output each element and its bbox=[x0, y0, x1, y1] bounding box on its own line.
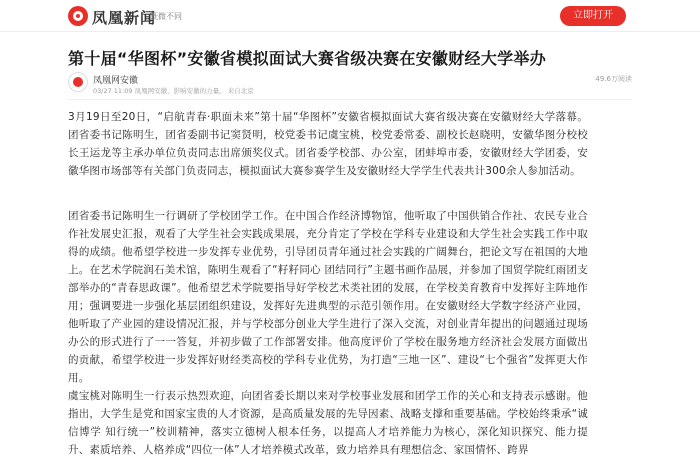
article-title: 第十届“华图杯”安徽省模拟面试大赛省级决赛在安徽财经大学举办 bbox=[68, 49, 547, 68]
article-paragraph: 团省委书记陈明生一行调研了学校团学工作。在中国合作经济博物馆，他听取了中国供销合作社、农民专业合作社发展史汇报，观看了大学生社会实践成果展，充分肯定了学校在学科专业建设和大学生社会实践工作中取得的成绩。他希望学校进一步发挥专业优势，引导团员青年通过社会实践的广阔舞台，把论文写在祖国的大地上。在艺术学院润石美术馆，陈明生观看了“籽籽同心 团结同行”主题书画作品展，并参加了国贸学院红雨团支部举办的“青春思政课”。他希望艺术学院要指导好学校艺术类社团的发展，在学校美育教育中发挥好主阵地作用；强调要进一步强化基层团组织建设，发挥好先进典型的示范引领作用。在安徽财经大学数字经济产业园，他听取了产业园的建设情况汇报，并与学校部分创业大学生进行了深入交流，对创业青年提出的问题通过现场办公的形式进行了一一答复，并初步做了工作部署安排。他高度评价了学校在服务地方经济社会发展方面做出的贡献，希望学校进一步发挥好财经类高校的学科专业优势，为打造“三地一区”、建设“七个强省”发挥更大作用。 bbox=[68, 210, 588, 384]
article-paragraph: 3月19日至20日，“启航青春·职面未来”第十届“华图杯”安徽省模拟面试大赛省级决赛在安徽财经大学落幕。团省委书记陈明生，团省委副书记窦贤明，校党委书记虞宝桃，校党委常委、副校长赵晓明，安徽华图分校校长王运龙等主承办单位负责同志出席颁奖仪式。团省委学校部、办公室，团蚌埠市委，安徽财经大学团委，安徽华图市场部等有关部门负责同志，模拟面试大赛参赛学生及安徽财经大学学生代表共计300余人参加活动。 bbox=[68, 111, 588, 177]
divider bbox=[68, 99, 632, 100]
article-meta: 03/27 11:09 凤凰网安徽，影响安徽的力量。 来自北京 bbox=[93, 87, 254, 95]
author-name[interactable]: 凤凰网安徽 bbox=[93, 76, 139, 86]
top-bar bbox=[0, 0, 700, 32]
brand-name: 凤凰新闻 bbox=[92, 9, 157, 27]
brand-slogan: 既微不同 bbox=[150, 12, 182, 21]
article-paragraph: 虞宝桃对陈明生一行表示热烈欢迎，向团省委长期以来对学校事业发展和团学工作的关心和支持表示感谢。他指出，大学生是党和国家宝贵的人才资源，是高质量发展的先导因素、战略支撑和重要基础。学校始终秉承“诚信博学 知行统一”校训精神，落实立德树人根本任务，以提高人才培养能力为核心，深化知识探究、能力提升、素质培养、人格养成“四位一体”人才培养模式改革，致力培养具有理想信念、家国情怀、跨界 bbox=[68, 390, 588, 456]
open-app-button[interactable]: 立即打开 bbox=[560, 6, 626, 26]
phoenix-logo-icon bbox=[68, 6, 88, 26]
phoenix-logo-icon bbox=[73, 77, 83, 87]
view-count: 49.6万阅读 bbox=[595, 75, 632, 83]
author-avatar[interactable] bbox=[68, 72, 88, 92]
